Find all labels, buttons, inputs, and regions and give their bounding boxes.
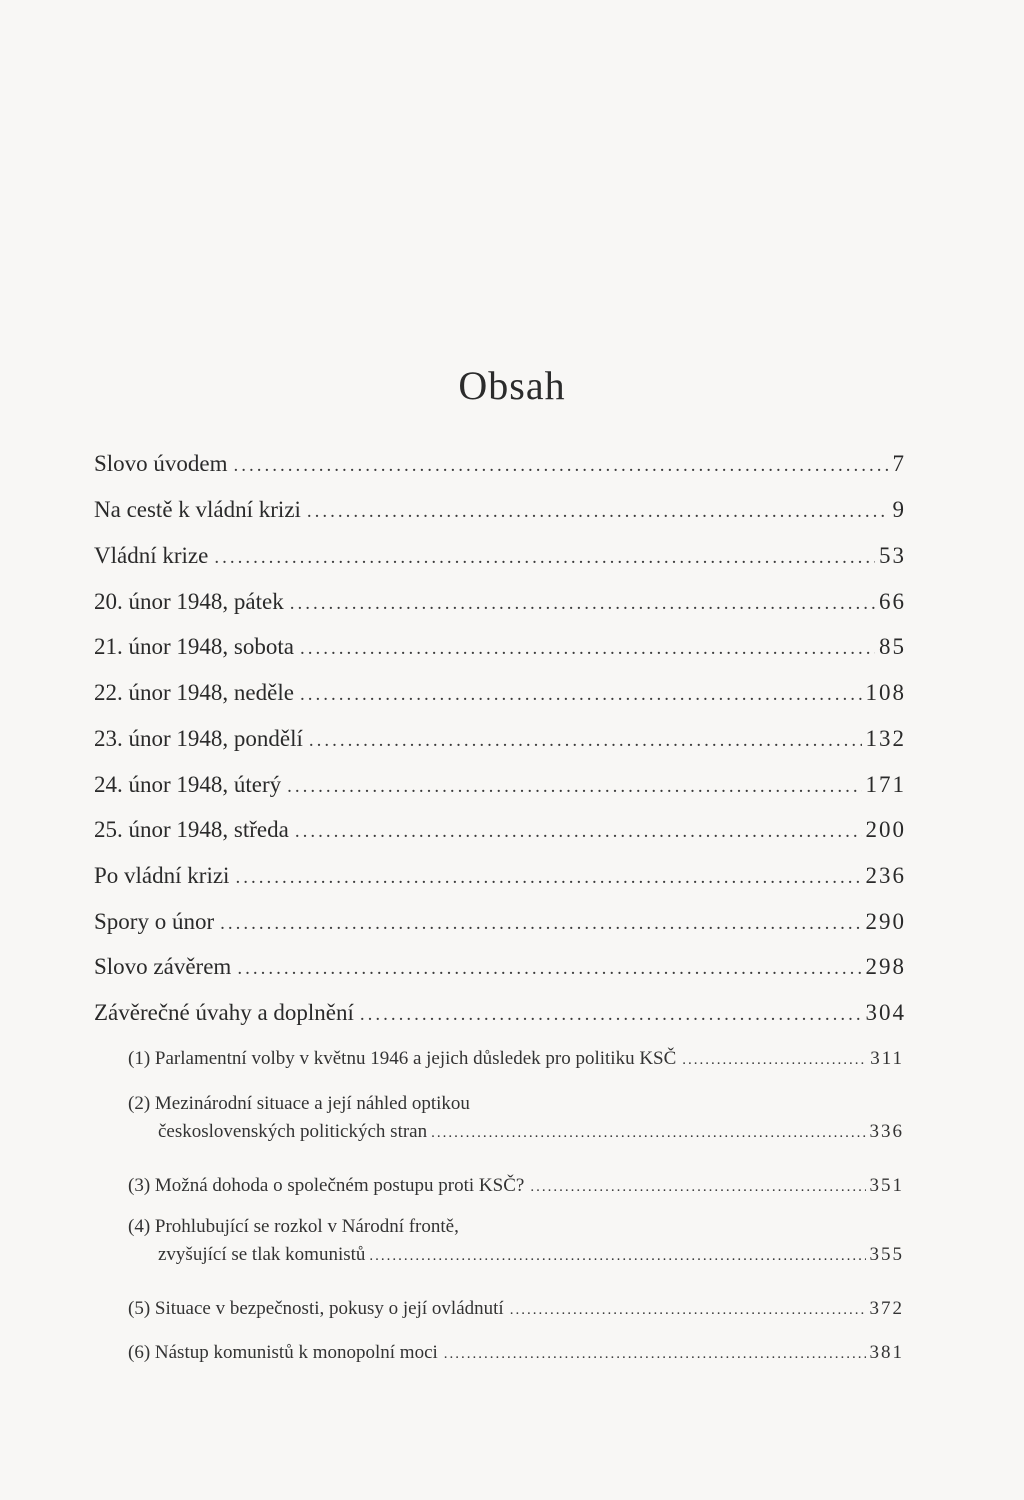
leader-dots xyxy=(431,1119,865,1147)
toc-entry-page: 171 xyxy=(865,772,906,797)
toc-subentry[interactable] xyxy=(128,1295,904,1323)
toc-entry[interactable] xyxy=(94,862,906,890)
toc-subentry-label-continued: československých politických stran xyxy=(158,1121,428,1142)
toc-entry[interactable] xyxy=(94,771,906,799)
leader-dots xyxy=(510,1296,866,1324)
toc-subentry-page: 372 xyxy=(869,1298,904,1319)
toc-entry[interactable] xyxy=(94,450,906,478)
toc-subentry-page: 311 xyxy=(870,1048,904,1069)
toc-subentry[interactable] xyxy=(128,1045,904,1073)
toc-entry-label: 22. únor 1948, neděle xyxy=(94,680,294,705)
leader-dots xyxy=(360,1001,862,1029)
toc-entry-label: Po vládní krizi xyxy=(94,863,230,888)
toc-subentry-label: (1) Parlamentní volby v květnu 1946 a jejich důsledek pro politiku KSČ xyxy=(128,1048,677,1069)
toc-entry[interactable] xyxy=(94,679,906,707)
toc-entry[interactable] xyxy=(94,999,906,1027)
toc-subentry-label: (6) Nástup komunistů k monopolní moci xyxy=(128,1342,438,1363)
toc-subentry[interactable] xyxy=(128,1090,904,1146)
leader-dots xyxy=(530,1173,865,1201)
leader-dots xyxy=(369,1242,865,1270)
toc-entry-label: 24. únor 1948, úterý xyxy=(94,772,282,797)
toc-entry-label: Závěrečné úvahy a doplnění xyxy=(94,1000,354,1025)
toc-entry-page: 290 xyxy=(865,909,906,934)
leader-dots xyxy=(444,1340,866,1368)
toc-entry-page: 108 xyxy=(865,680,906,705)
toc-subentry-label: (5) Situace v bezpečnosti, pokusy o její ovládnutí xyxy=(128,1298,504,1319)
toc-subentry-page: 336 xyxy=(869,1121,904,1142)
toc-subentry-label: (3) Možná dohoda o společném postupu proti KSČ? xyxy=(128,1175,525,1196)
toc-entry-label: Slovo úvodem xyxy=(94,451,228,476)
toc-entry-page: 200 xyxy=(865,817,906,842)
toc-entry-label: Slovo závěrem xyxy=(94,954,232,979)
toc-entry-label: Vládní krize xyxy=(94,543,209,568)
leader-dots xyxy=(287,773,861,801)
toc-entry-label: Spory o únor xyxy=(94,909,215,934)
toc-entry[interactable] xyxy=(94,908,906,936)
toc-entry-page: 9 xyxy=(892,497,906,522)
toc-subentry-label-continued: zvyšující se tlak komunistů xyxy=(158,1244,366,1265)
toc-entry-page: 298 xyxy=(865,954,906,979)
leader-dots xyxy=(682,1046,866,1074)
toc-subentry-label: (2) Mezinárodní situace a její náhled optikou xyxy=(128,1093,470,1114)
toc-entry[interactable] xyxy=(94,725,906,753)
toc-entry[interactable] xyxy=(94,633,906,661)
toc-entry[interactable] xyxy=(94,953,906,981)
leader-dots xyxy=(307,498,889,526)
toc-entry-page: 7 xyxy=(892,451,906,476)
toc-subentry[interactable] xyxy=(128,1172,904,1200)
leader-dots xyxy=(214,544,875,572)
leader-dots xyxy=(300,635,875,663)
toc-entry-page: 304 xyxy=(865,1000,906,1025)
toc-subentry-page: 351 xyxy=(869,1175,904,1196)
toc-entry[interactable] xyxy=(94,496,906,524)
toc-subentry-page: 355 xyxy=(869,1244,904,1265)
leader-dots xyxy=(295,818,862,846)
toc-entry-page: 53 xyxy=(879,543,906,568)
toc-entry-label: 25. únor 1948, středa xyxy=(94,817,289,842)
leader-dots xyxy=(300,681,862,709)
leader-dots xyxy=(237,955,861,983)
toc-entry-label: 23. únor 1948, pondělí xyxy=(94,726,303,751)
toc-entry-label: 21. únor 1948, sobota xyxy=(94,634,294,659)
leader-dots xyxy=(235,864,861,892)
toc-entry-page: 66 xyxy=(879,589,906,614)
toc-entry-page: 236 xyxy=(865,863,906,888)
toc-entry-label: Na cestě k vládní krizi xyxy=(94,497,301,522)
page-title: Obsah xyxy=(458,363,566,408)
toc-subentry[interactable] xyxy=(128,1213,904,1269)
toc-subentry-page: 381 xyxy=(869,1342,904,1363)
toc-subentry-label: (4) Prohlubující se rozkol v Národní frontě, xyxy=(128,1216,459,1237)
toc-entry-label: 20. únor 1948, pátek xyxy=(94,589,284,614)
toc-entry[interactable] xyxy=(94,588,906,616)
leader-dots xyxy=(234,452,889,480)
leader-dots xyxy=(290,590,875,618)
toc-entry-page: 132 xyxy=(865,726,906,751)
toc-subentry[interactable] xyxy=(128,1339,904,1367)
toc-entry[interactable] xyxy=(94,816,906,844)
toc-entry[interactable] xyxy=(94,542,906,570)
leader-dots xyxy=(220,910,861,938)
toc-entry-page: 85 xyxy=(879,634,906,659)
leader-dots xyxy=(309,727,862,755)
